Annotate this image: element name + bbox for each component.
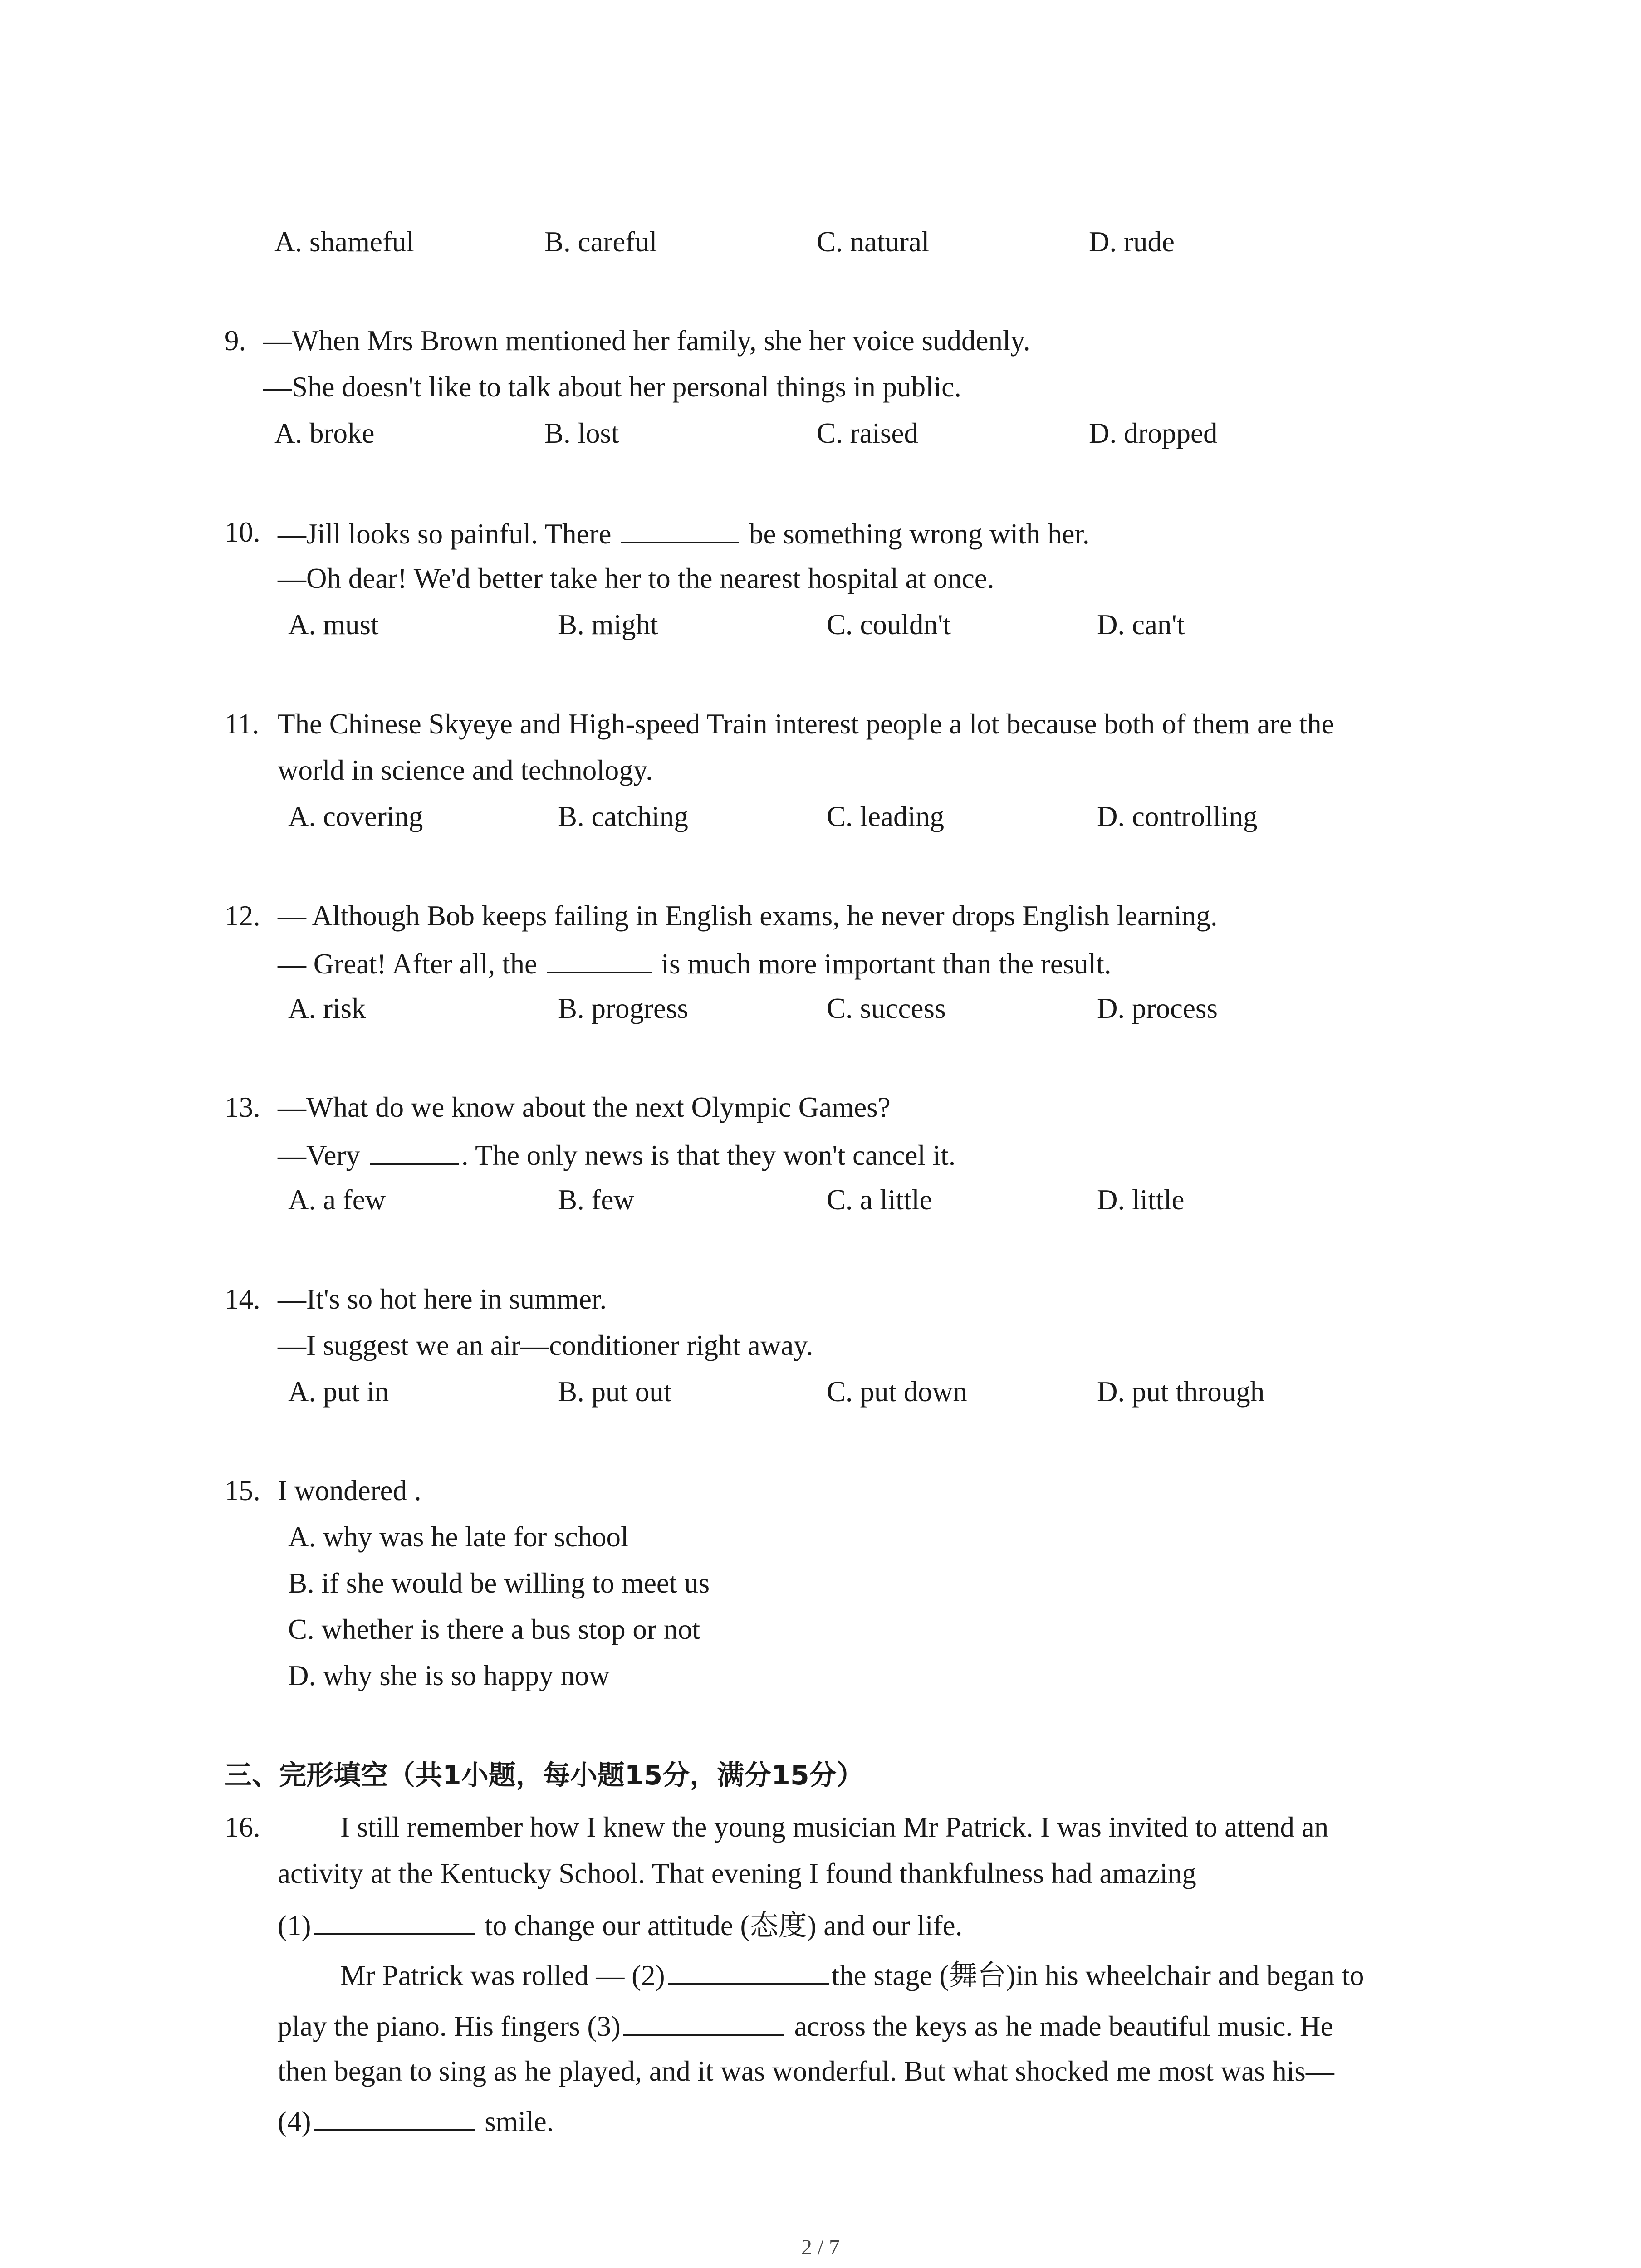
- passage-line: I still remember how I knew the young musician Mr Patrick. I was invited to attend an: [340, 1811, 1329, 1843]
- option-c: C. leading: [827, 801, 944, 832]
- passage-line: Mr Patrick was rolled — (2) the stage (舞台)in his wheelchair and began to: [340, 1960, 1364, 1991]
- option-d: D. dropped: [1089, 417, 1218, 449]
- option-a: A. put in: [288, 1376, 389, 1408]
- cloze-blank-3[interactable]: [623, 2010, 784, 2036]
- option-a: A. risk: [288, 992, 366, 1024]
- question-number: 14.: [225, 1283, 260, 1315]
- question-text: — Although Bob keeps failing in English exams, he never drops English learning.: [278, 900, 1218, 932]
- question-text-continued: world in science and technology.: [278, 754, 653, 786]
- question-number: 13.: [225, 1091, 260, 1123]
- option-b: B. put out: [558, 1376, 672, 1408]
- option-a: A. must: [288, 609, 379, 640]
- question-number: 10.: [225, 516, 260, 548]
- passage-line: activity at the Kentucky School. That evening I found thankfulness had amazing: [278, 1857, 1196, 1889]
- option-b: B. few: [558, 1184, 634, 1216]
- question-text: I wondered .: [278, 1475, 421, 1506]
- option-d: D. process: [1097, 992, 1218, 1024]
- cloze-blank-2[interactable]: [668, 1960, 829, 1985]
- option-a: A. why was he late for school: [288, 1521, 629, 1553]
- passage-line: then began to sing as he played, and it was wonderful. But what shocked me most was his—: [278, 2055, 1334, 2087]
- option-b: B. might: [558, 609, 658, 640]
- page-number: 2 / 7: [801, 2235, 840, 2259]
- question-number: 11.: [225, 708, 260, 740]
- question-text: —What do we know about the next Olympic Games?: [278, 1091, 891, 1123]
- question-text: The Chinese Skyeye and High-speed Train interest people a lot because both of them are the: [278, 708, 1334, 740]
- option-b: B. progress: [558, 992, 688, 1024]
- answer-text: — Great! After all, the is much more important than the result.: [278, 948, 1112, 980]
- cloze-blank-4[interactable]: [314, 2106, 475, 2131]
- option-b: B. careful: [544, 226, 657, 258]
- option-c: C. a little: [827, 1184, 932, 1216]
- answer-blank[interactable]: [547, 948, 652, 973]
- passage-line: (4) smile.: [278, 2106, 554, 2137]
- passage-line: (1) to change our attitude (态度) and our life.: [278, 1910, 963, 1941]
- question-text: —Jill looks so painful. There be something wrong with her.: [278, 518, 1090, 550]
- question-text: —When Mrs Brown mentioned her family, she her voice suddenly.: [263, 325, 1030, 357]
- option-c: C. raised: [817, 417, 918, 449]
- cloze-blank-1[interactable]: [314, 1910, 475, 1935]
- question-number: 12.: [225, 900, 260, 932]
- option-a: A. shameful: [274, 226, 414, 258]
- option-a: A. broke: [274, 417, 375, 449]
- answer-text: —Very . The only news is that they won't cancel it.: [278, 1139, 956, 1171]
- answer-blank[interactable]: [370, 1139, 459, 1165]
- option-b: B. catching: [558, 801, 688, 832]
- option-c: C. put down: [827, 1376, 967, 1408]
- passage-line: play the piano. His fingers (3) across the keys as he made beautiful music. He: [278, 2010, 1333, 2042]
- section-heading: 三、完形填空（共1小题，每小题15分，满分15分）: [225, 1760, 864, 1791]
- answer-text: —Oh dear! We'd better take her to the nearest hospital at once.: [278, 562, 994, 594]
- option-d: D. controlling: [1097, 801, 1258, 832]
- question-text: —It's so hot here in summer.: [278, 1283, 607, 1315]
- option-a: A. a few: [288, 1184, 386, 1216]
- answer-text: —I suggest we an air—conditioner right away.: [278, 1330, 813, 1361]
- option-d: D. put through: [1097, 1376, 1265, 1408]
- option-c: C. natural: [817, 226, 930, 258]
- question-number: 9.: [225, 325, 246, 357]
- option-a: A. covering: [288, 801, 423, 832]
- option-c: C. whether is there a bus stop or not: [288, 1613, 700, 1645]
- option-c: C. success: [827, 992, 946, 1024]
- answer-blank[interactable]: [621, 518, 739, 543]
- option-b: B. if she would be willing to meet us: [288, 1567, 710, 1599]
- option-d: D. why she is so happy now: [288, 1660, 610, 1691]
- option-d: D. little: [1097, 1184, 1185, 1216]
- answer-text: —She doesn't like to talk about her personal things in public.: [263, 371, 961, 403]
- option-b: B. lost: [544, 417, 619, 449]
- option-d: D. rude: [1089, 226, 1175, 258]
- question-number: 16.: [225, 1811, 260, 1843]
- option-c: C. couldn't: [827, 609, 951, 640]
- question-number: 15.: [225, 1475, 260, 1506]
- option-d: D. can't: [1097, 609, 1185, 640]
